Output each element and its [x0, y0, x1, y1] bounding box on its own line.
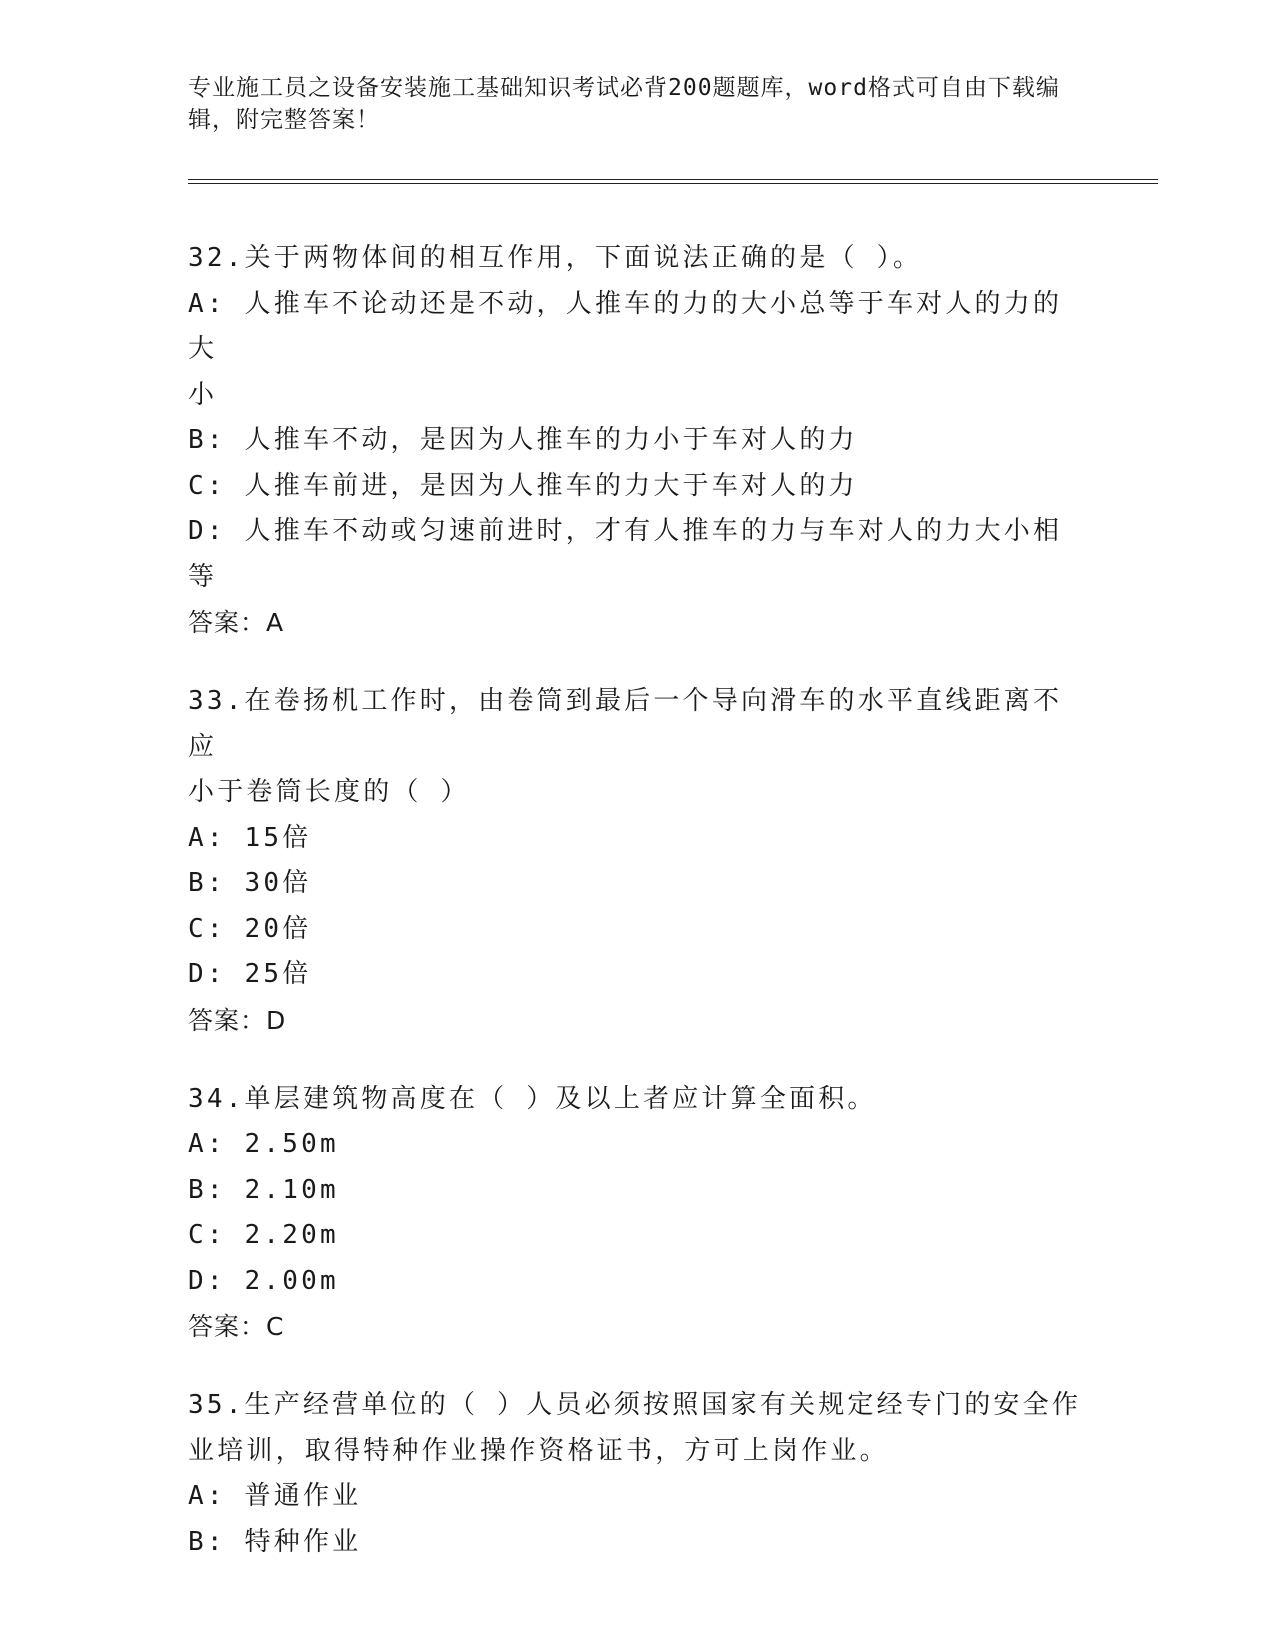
question-stem: 35.生产经营单位的（ ）人员必须按照国家有关规定经专门的安全作 [188, 1390, 1082, 1420]
document-header [188, 72, 1068, 136]
question-list [188, 236, 1088, 1599]
option-b: B: 2.10m [188, 1174, 339, 1205]
option-a: A: 普通作业 [188, 1481, 362, 1511]
option-d: D: 人推车不动或匀速前进时，才有人推车的力与车对人的力大小相等 [188, 516, 1063, 592]
option-a: A: 人推车不论动还是不动，人推车的力的大小总等于车对人的力的大 [188, 288, 1063, 364]
question-stem-continuation: 业培训，取得特种作业操作资格证书，方可上岗作业。 [188, 1435, 889, 1466]
question-stem: 32.关于两物体间的相互作用，下面说法正确的是（ ）。 [188, 243, 923, 273]
header-divider-top [188, 179, 1158, 180]
question-34 [188, 1077, 1088, 1350]
option-c: C: 2.20m [188, 1220, 339, 1250]
question-32 [188, 236, 1088, 645]
option-b: B: 特种作业 [188, 1526, 362, 1557]
question-stem: 34.单层建筑物高度在（ ）及以上者应计算全面积。 [188, 1083, 877, 1114]
option-d: D: 25倍 [188, 959, 312, 989]
answer-label: 答案：C [188, 1312, 285, 1341]
document-title: 专业施工员之设备安装施工基础知识考试必背200题题库，word格式可自由下载编辑，附完整答案！ [188, 75, 1060, 133]
option-b: B: 30倍 [188, 868, 312, 898]
option-c: C: 人推车前进，是因为人推车的力大于车对人的力 [188, 470, 858, 501]
header-divider-bottom [188, 183, 1158, 184]
question-33 [188, 679, 1088, 1043]
question-35 [188, 1383, 1088, 1565]
option-a-continuation: 小 [188, 379, 218, 410]
answer-label: 答案：D [188, 1005, 287, 1035]
question-stem-continuation: 小于卷筒长度的（ ） [188, 777, 470, 807]
answer-label: 答案：A [188, 608, 285, 637]
option-a: A: 15倍 [188, 822, 312, 853]
option-a: A: 2.50m [188, 1129, 339, 1159]
option-c: C: 20倍 [188, 913, 312, 944]
question-stem: 33.在卷扬机工作时，由卷筒到最后一个导向滑车的水平直线距离不应 [188, 686, 1063, 762]
option-d: D: 2.00m [188, 1265, 339, 1296]
option-b: B: 人推车不动，是因为人推车的力小于车对人的力 [188, 425, 858, 455]
